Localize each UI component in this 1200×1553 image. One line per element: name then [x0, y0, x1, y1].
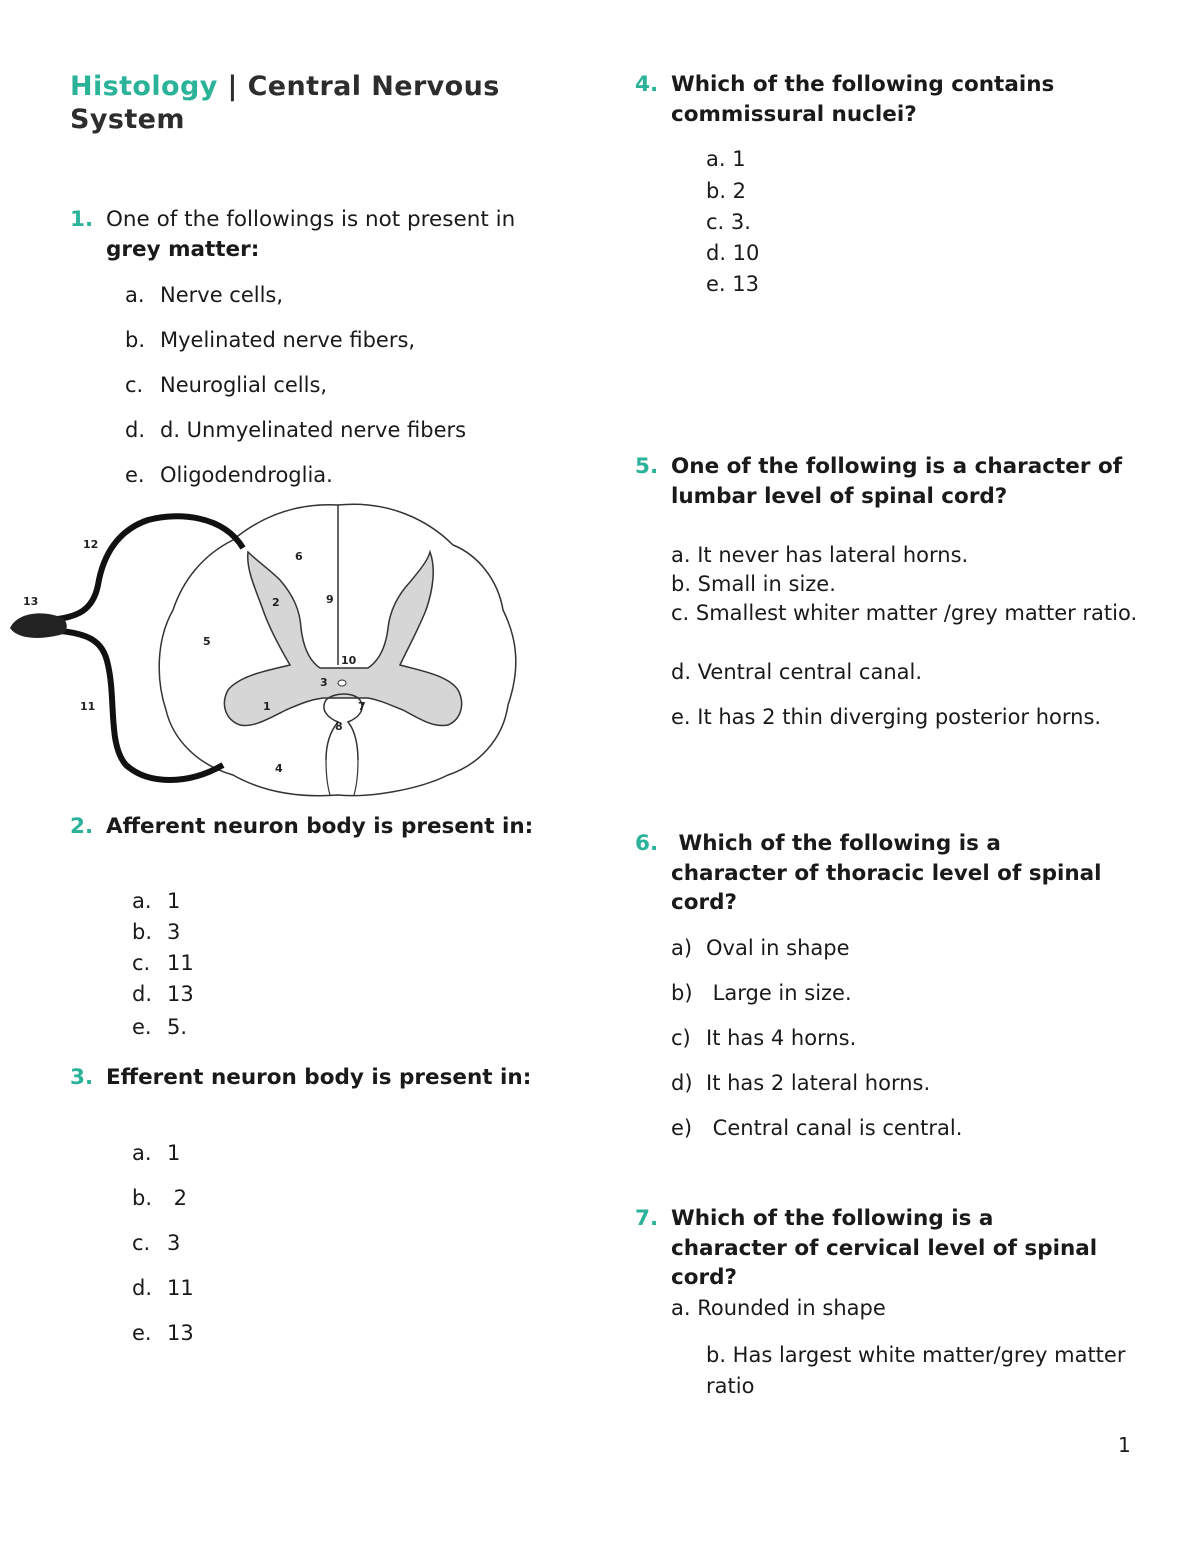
question-number: 7.	[635, 1206, 659, 1231]
option	[125, 416, 466, 444]
option	[125, 326, 415, 354]
option-text: d. Unmyelinated nerve fibers	[160, 418, 467, 442]
option-text: Large in size.	[706, 981, 852, 1005]
option	[132, 980, 194, 1008]
dorsal-root	[48, 516, 243, 620]
option: b. Has largest white matter/grey matter ratio	[706, 1343, 1126, 1398]
label-1: 1	[263, 700, 271, 713]
option-text: 3	[167, 920, 181, 944]
question-number: 2.	[70, 814, 94, 839]
option-text: Oligodendroglia.	[160, 463, 333, 487]
option: c. 3.	[706, 210, 751, 234]
option-label: a.	[125, 283, 145, 307]
option	[671, 1069, 930, 1097]
label-13: 13	[23, 595, 39, 608]
option-text: Myelinated nerve fibers,	[160, 328, 416, 352]
option: a. It never has lateral horns.	[671, 543, 969, 567]
option-label: c.	[125, 373, 144, 397]
question-3	[70, 1063, 550, 1093]
question-stem: Efferent neuron body is present in:	[106, 1065, 532, 1090]
option-label: c.	[132, 951, 151, 975]
option-text: It has 2 lateral horns.	[706, 1071, 931, 1095]
question-7	[635, 1204, 1105, 1293]
option	[132, 1139, 180, 1167]
central-canal	[338, 680, 346, 686]
page-number: 1	[1118, 1433, 1131, 1457]
option-text: 11	[167, 951, 194, 975]
label-11: 11	[80, 700, 96, 713]
option	[132, 1319, 194, 1347]
option-label: c.	[132, 1231, 151, 1255]
option-text: 1	[167, 1141, 181, 1165]
label-3: 3	[320, 676, 328, 689]
option-label: d.	[132, 982, 153, 1006]
option	[671, 1024, 856, 1052]
option: a. Rounded in shape	[671, 1296, 886, 1320]
option-label: b.	[132, 1186, 153, 1210]
question-stem: Afferent neuron body is present in:	[106, 814, 534, 839]
option-label: c)	[671, 1026, 691, 1050]
question-4	[635, 70, 1125, 129]
label-6: 6	[295, 550, 303, 563]
option-text: Neuroglial cells,	[160, 373, 328, 397]
question-stem	[70, 205, 550, 264]
question-number: 6.	[635, 831, 659, 856]
option	[132, 1274, 194, 1302]
option: a. 1	[706, 147, 746, 171]
title-rest: Central Nervous System	[70, 71, 500, 135]
stem-bold: grey matter:	[106, 236, 260, 262]
stem-plain: One of the followings is not present in	[106, 207, 516, 232]
option: b. 2	[706, 179, 747, 203]
option-text: 5.	[167, 1015, 188, 1039]
option-text: 13	[167, 982, 194, 1006]
option	[132, 887, 180, 915]
option-label: b)	[671, 981, 693, 1005]
page-title	[70, 70, 540, 136]
option-label: d.	[132, 1276, 153, 1300]
option-label: d.	[125, 418, 146, 442]
question-stem: Which of the following contains commissural nuclei?	[671, 72, 1055, 127]
label-4: 4	[275, 762, 283, 775]
question-number: 3.	[70, 1065, 94, 1090]
label-2: 2	[272, 596, 280, 609]
label-8: 8	[335, 720, 343, 733]
question-1	[70, 205, 550, 264]
option-text: 3	[167, 1231, 181, 1255]
option-text: Nerve cells,	[160, 283, 284, 307]
option-text: 11	[167, 1276, 194, 1300]
question-5	[635, 452, 1135, 511]
ventral-fissure	[324, 694, 362, 760]
option-text: Central canal is central.	[706, 1116, 963, 1140]
option	[671, 979, 852, 1007]
option: b. Small in size.	[671, 572, 836, 596]
option	[671, 934, 850, 962]
option: e. 13	[706, 272, 759, 296]
label-10: 10	[341, 654, 357, 667]
option	[132, 1013, 187, 1041]
label-7: 7	[358, 700, 366, 713]
option	[125, 281, 283, 309]
grey-matter	[224, 552, 461, 726]
option: d. 10	[706, 241, 760, 265]
option	[125, 461, 333, 489]
option-label: b.	[132, 920, 153, 944]
option: e. It has 2 thin diverging posterior horns.	[671, 705, 1102, 729]
option: d. Ventral central canal.	[671, 660, 923, 684]
label-5: 5	[203, 635, 211, 648]
title-accent: Histology	[70, 71, 218, 102]
question-2	[70, 812, 550, 842]
question-number: 4.	[635, 72, 659, 97]
option-label: e)	[671, 1116, 693, 1140]
option-label: a.	[132, 1141, 152, 1165]
option	[132, 918, 180, 946]
question-6	[635, 829, 1110, 918]
question-stem: Which of the following is a character of thoracic level of spinal cord?	[671, 831, 1110, 915]
option	[132, 949, 194, 977]
option-text: 2	[167, 1186, 188, 1210]
option	[125, 371, 327, 399]
option-text: 13	[167, 1321, 194, 1345]
option	[132, 1229, 180, 1257]
option-label: d)	[671, 1071, 693, 1095]
option	[132, 1184, 187, 1212]
question-number: 5.	[635, 454, 659, 479]
option	[671, 1114, 962, 1142]
option-label: a.	[132, 889, 152, 913]
label-9: 9	[326, 593, 334, 606]
spinal-ganglion	[10, 613, 67, 638]
option: c. Smallest whiter matter /grey matter ratio.	[671, 601, 1138, 625]
option-text: Oval in shape	[706, 936, 850, 960]
option-label: a)	[671, 936, 693, 960]
option-text: It has 4 horns.	[706, 1026, 857, 1050]
question-number: 1.	[70, 207, 94, 232]
question-stem: One of the following is a character of lumbar level of spinal cord?	[671, 454, 1123, 509]
title-separator: |	[217, 71, 248, 102]
question-stem: Which of the following is a character of cervical level of spinal cord?	[671, 1206, 1098, 1290]
spinal-cord-diagram	[8, 500, 528, 800]
option-text: 1	[167, 889, 181, 913]
option-label: e.	[132, 1015, 152, 1039]
label-12: 12	[83, 538, 99, 551]
option-label: b.	[125, 328, 146, 352]
option-label: e.	[125, 463, 145, 487]
option-label: e.	[132, 1321, 152, 1345]
